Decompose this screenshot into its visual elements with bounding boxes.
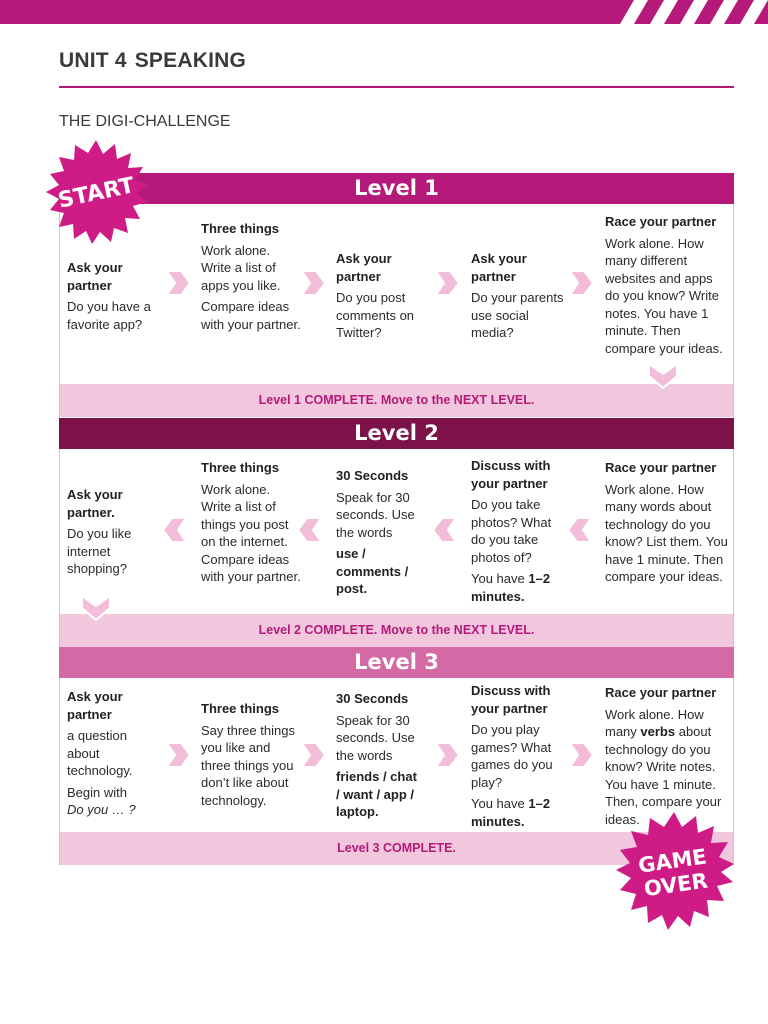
arrow-left-icon bbox=[430, 512, 460, 548]
level-2-header: Level 2 bbox=[59, 418, 734, 449]
level-1-footer: Level 1 COMPLETE. Move to the NEXT LEVEL. bbox=[60, 384, 733, 417]
start-badge bbox=[42, 138, 150, 246]
start-label: START bbox=[55, 173, 137, 214]
level-2-cell-4: Discuss with your partner Do you take photos? What do you take photos of? You have 1–2 minutes. bbox=[471, 458, 552, 604]
arrow-right-icon bbox=[163, 737, 193, 773]
top-banner bbox=[0, 0, 768, 24]
arrow-right-icon bbox=[432, 737, 462, 773]
arrow-right-icon bbox=[566, 737, 596, 773]
arrow-right-icon bbox=[163, 265, 193, 301]
level-1-cell-4: Ask your partner Do your parents use social media? bbox=[471, 251, 564, 340]
level-3-header: Level 3 bbox=[59, 647, 734, 678]
level-2-cell-5: Race your partner Work alone. How many words about technology do you know? List them. You have 1 minute. Then compare your ideas. bbox=[605, 460, 728, 584]
level-1-cell-5: Race your partner Work alone. How many different websites and apps do you know? Write notes. You have 1 minute. Then compare your ideas. bbox=[605, 214, 723, 356]
level-1-cell-2: Three things Work alone. Write a list of apps you like. Compare ideas with your partner. bbox=[201, 221, 301, 332]
arrow-down-icon bbox=[645, 360, 681, 392]
level-2-cell-3: 30 Seconds Speak for 30 seconds. Use the words use / comments / post. bbox=[336, 468, 415, 596]
arrow-right-icon bbox=[566, 265, 596, 301]
level-3-cell-5: Race your partner Work alone. How many verbs about technology do you know? Write notes. You have 1 minute. Then, compare your ideas. bbox=[605, 685, 722, 827]
activity-title: THE DIGI-CHALLENGE bbox=[59, 113, 231, 130]
level-3-cell-4: Discuss with your partner Do you play games? What games do you play? You have 1–2 minutes. bbox=[471, 683, 553, 829]
arrow-right-icon bbox=[298, 265, 328, 301]
level-2-cell-2: Three things Work alone. Write a list of things you post on the internet. Compare ideas with your partner. bbox=[201, 460, 301, 584]
level-1-cell-3: Ask your partner Do you post comments on Twitter? bbox=[336, 251, 415, 340]
arrow-down-icon bbox=[78, 592, 114, 624]
level-3-cell-1: Ask your partner a question about technology. Begin with Do you … ? bbox=[67, 689, 136, 817]
level-3-footer: Level 3 COMPLETE. bbox=[60, 832, 733, 865]
level-2-footer: Level 2 COMPLETE. Move to the NEXT LEVEL. bbox=[60, 614, 733, 647]
level-1-cell-1: Ask your partner Do you have a favorite app? bbox=[67, 260, 151, 332]
arrow-left-icon bbox=[295, 512, 325, 548]
over-label: OVER bbox=[642, 868, 710, 902]
game-label: GAME bbox=[636, 844, 709, 878]
title-divider bbox=[59, 86, 734, 88]
arrow-left-icon bbox=[565, 512, 595, 548]
level-3-cell-2: Three things Say three things you like and three things you don’t like about technology. bbox=[201, 701, 295, 808]
level-1-header: Level 1 bbox=[59, 173, 734, 204]
arrow-right-icon bbox=[298, 737, 328, 773]
stripes-decoration bbox=[598, 0, 768, 24]
game-over-badge bbox=[612, 810, 736, 934]
level-3-cell-3: 30 Seconds Speak for 30 seconds. Use the words friends / chat / want / app / laptop. bbox=[336, 691, 417, 819]
arrow-left-icon bbox=[160, 512, 190, 548]
level-2-cell-1: Ask your partner. Do you like internet shopping? bbox=[67, 487, 132, 576]
page-title: UNIT 4 SPEAKING bbox=[59, 49, 247, 72]
arrow-right-icon bbox=[432, 265, 462, 301]
